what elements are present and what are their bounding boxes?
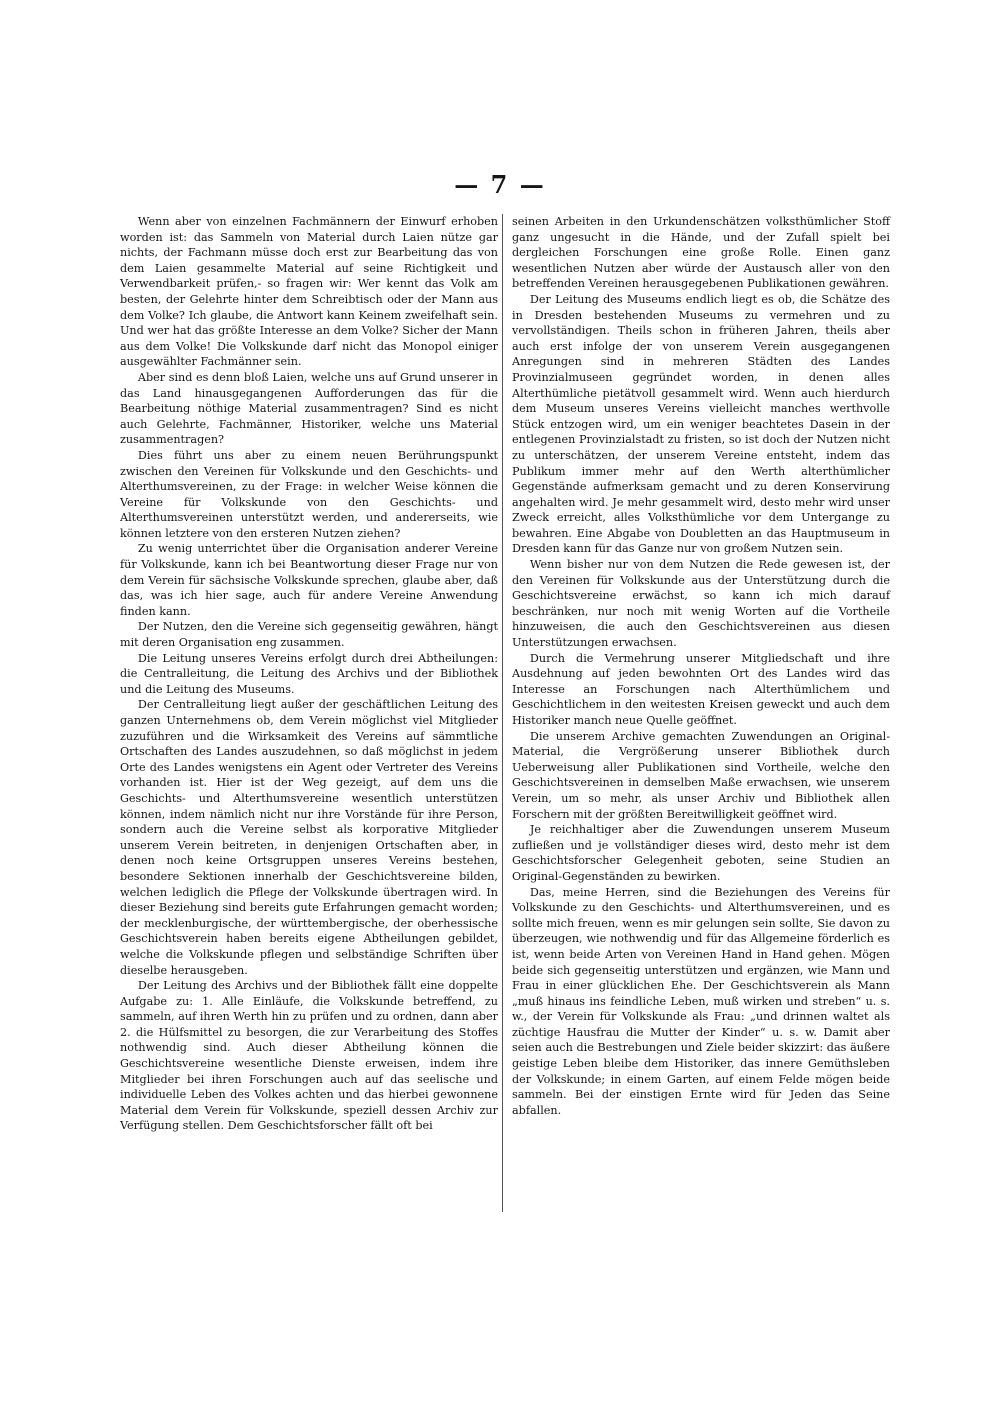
paragraph-continued: seinen Arbeiten in den Urkundenschätzen volksthümlicher Stoff ganz ungesucht in die Hände, und der Zufall spielt bei dergleichen Forschungen eine große Rolle. Einen ganz wesentlichen Nutzen aber würde der Austausch aller von den betreffenden Vereinen herausgegebenen Publikationen gewähren. — [512, 215, 890, 291]
paragraph: Aber sind es denn bloß Laien, welche uns auf Grund unserer in das Land hinausgegangenen Aufforderungen das für die Bearbeitung nöthige Material zusammentragen? Sind es nicht auch Gelehrte, Fachmänner, Historiker, welche uns Material zusammentragen? — [120, 370, 498, 447]
paragraph: Der Leitung des Museums endlich liegt es ob, die Schätze des in Dresden bestehenden Museums zu vermehren und zu vervollständigen. Theils schon in früheren Jahren, theils aber auch erst infolge der von unserem Verein ausgegangenen Anregungen sind in mehreren Städten des Landes Provinzialmuseen gegründet worden, in denen alles Alterthümliche pietätvoll gesammelt wird. Wenn auch hierdurch dem Museum unseres Vereins vielleicht manches werthvolle Stück entzogen wird, um ein weniger beachtetes Dasein in der entlegenen Provinzialstadt zu fristen, so ist doch der Nutzen nicht zu unterschätzen, der unserem Vereine entsteht, indem das Publikum immer mehr auf den Werth alterthümlicher Gegenstände aufmerksam gemacht und zu deren Konservirung angehalten wird. Je mehr gesammelt wird, desto mehr wird unser Zweck erreicht, alles Volksthümliche vor dem Untergange zu bewahren. Eine Abgabe von Doubletten an das Hauptmuseum in Dresden kann für das Ganze nur von großem Nutzen sein. — [512, 292, 890, 556]
right-column — [512, 214, 890, 1118]
paragraph: Wenn bisher nur von dem Nutzen die Rede gewesen ist, der den Vereinen für Volkskunde aus der Unterstützung durch die Geschichtsvereine erwächst, so kann ich mich darauf beschränken, nur noch mit wenig Worten auf die Vortheile hinzuweisen, die auch den Geschichtsvereinen aus diesen Unterstützungen erwachsen. — [512, 558, 890, 650]
paragraph: Dies führt uns aber zu einem neuen Berührungspunkt zwischen den Vereinen für Volkskunde und den Geschichts- und Alterthumsvereinen, zu der Frage: in welcher Weise können die Vereine für Volkskunde von den Geschichts- und Alterthumsvereinen unterstützt werden, und andererseits, wie können letztere von den ersteren Nutzen ziehen? — [120, 448, 498, 540]
paragraph: Der Centralleitung liegt außer der geschäftlichen Leitung des ganzen Unternehmens ob, dem Verein möglichst viel Mitglieder zuzuführen und die Wirksamkeit des Vereins auf sämmtliche Ortschaften des Landes auszudehnen, so daß möglichst in jedem Orte des Landes wenigstens ein Agent oder Vertreter des Vereins vorhanden ist. Hier ist der Weg gezeigt, auf dem uns die Geschichts- und Alterthumsvereine wesentlich unterstützen können, indem nämlich nicht nur ihre Vorstände für ihre Person, sondern auch die Vereine selbst als korporative Mitglieder unserem Verein beitreten, in denjenigen Ortschaften aber, in denen noch keine Ortsgruppen unseres Vereins bestehen, besondere Sektionen innerhalb der Geschichtsvereine bilden, welchen lediglich die Pflege der Volkskunde übertragen wird. In dieser Beziehung sind bereits gute Erfahrungen gemacht worden; der mecklenburgische, der württembergische, der oberhessische Geschichtsverein haben bereits eigene Abtheilungen gebildet, welche die Volkskunde pflegen und selbständige Schriften über dieselbe herausgeben. — [120, 698, 498, 977]
column-divider — [502, 214, 503, 1212]
paragraph: Das, meine Herren, sind die Beziehungen des Vereins für Volkskunde zu den Geschichts- und Alterthumsvereinen, und es sollte mich freuen, wenn es mir gelungen sein sollte, Sie davon zu überzeugen, wie nothwendig und für das Allgemeine förderlich es ist, wenn beide Arten von Vereinen Hand in Hand gehen. Mögen beide sich gegenseitig unterstützen und ergänzen, wie Mann und Frau in einer glücklichen Ehe. Der Geschichtsverein als Mann „muß hinaus ins feindliche Leben, muß wirken und streben“ u. s. w., der Verein für Volkskunde als Frau: „und drinnen waltet als züchtige Hausfrau die Mutter der Kinder“ u. s. w. Damit aber seien auch die Bestrebungen und Ziele beider skizzirt: das äußere geistige Leben bleibe dem Historiker, das innere Gemüthsleben der Volkskunde; in einem Garten, auf einem Felde mögen beide sammeln. Bei der einstigen Ernte wird für Jeden das Seine abfallen. — [512, 885, 890, 1117]
page-number: — 7 — — [454, 170, 546, 199]
left-column — [120, 214, 498, 1134]
paragraph: Der Leitung des Archivs und der Bibliothek fällt eine doppelte Aufgabe zu: 1. Alle Einläufe, die Volkskunde betreffend, zu sammeln, auf ihren Werth hin zu prüfen und zu ordnen, dann aber 2. die Hülfsmittel zu besorgen, die zur Verarbeitung des Stoffes nothwendig sind. Auch dieser Abtheilung können die Geschichtsvereine wesentliche Dienste erweisen, indem ihre Mitglieder bei ihren Forschungen auch auf das seelische und individuelle Leben des Volkes achten und das hierbei gewonnene Material dem Verein für Volkskunde, speziell dessen Archiv zur Verfügung stellen. Dem Geschichtsforscher fällt oft bei — [120, 979, 498, 1133]
paragraph: Zu wenig unterrichtet über die Organisation anderer Vereine für Volkskunde, kann ich bei Beantwortung dieser Frage nur von dem Verein für sächsische Volkskunde sprechen, glaube aber, daß das, was ich hier sage, auch für andere Vereine Anwendung finden kann. — [120, 542, 498, 618]
paragraph: Die Leitung unseres Vereins erfolgt durch drei Abtheilungen: die Centralleitung, die Leitung des Archivs und der Bibliothek und die Leitung des Museums. — [120, 651, 498, 696]
paragraph: Die unserem Archive gemachten Zuwendungen an Original-Material, die Vergrößerung unserer Bibliothek durch Ueberweisung aller Publikationen sind Vortheile, welche den Geschichtsvereinen in demselben Maße erwachsen, wie unserem Verein, um so mehr, als unser Archiv und Bibliothek allen Forschern mit der größten Bereitwilligkeit geöffnet wird. — [512, 729, 890, 821]
paragraph: Je reichhaltiger aber die Zuwendungen unserem Museum zufließen und je vollständiger dieses wird, desto mehr ist dem Geschichtsforscher Gelegenheit geboten, seine Studien an Original-Gegenständen zu bewirken. — [512, 823, 890, 883]
paragraph: Wenn aber von einzelnen Fachmännern der Einwurf erhoben worden ist: das Sammeln von Material durch Laien nütze gar nichts, der Fachmann müsse doch erst zur Bearbeitung das von dem Laien gesammelte Material auf seine Richtigkeit und Verwendbarkeit prüfen,- so fragen wir: Wer kennt das Volk am besten, der Gelehrte hinter dem Schreibtisch oder der Mann aus dem Volke? Ich glaube, die Antwort kann Keinem zweifelhaft sein. Und wer hat das größte Interesse an dem Volke? Sicher der Mann aus dem Volke! Die Volkskunde darf nicht das Monopol einiger ausgewählter Fachmänner sein. — [120, 215, 498, 369]
paragraph: Durch die Vermehrung unserer Mitgliedschaft und ihre Ausdehnung auf jeden bewohnten Ort des Landes wird das Interesse an Forschungen nach Alterthümlichem und Geschichtlichem in den weitesten Kreisen geweckt und auch dem Historiker manch neue Quelle geöffnet. — [512, 651, 890, 727]
paragraph: Der Nutzen, den die Vereine sich gegenseitig gewähren, hängt mit deren Organisation eng zusammen. — [120, 620, 498, 650]
